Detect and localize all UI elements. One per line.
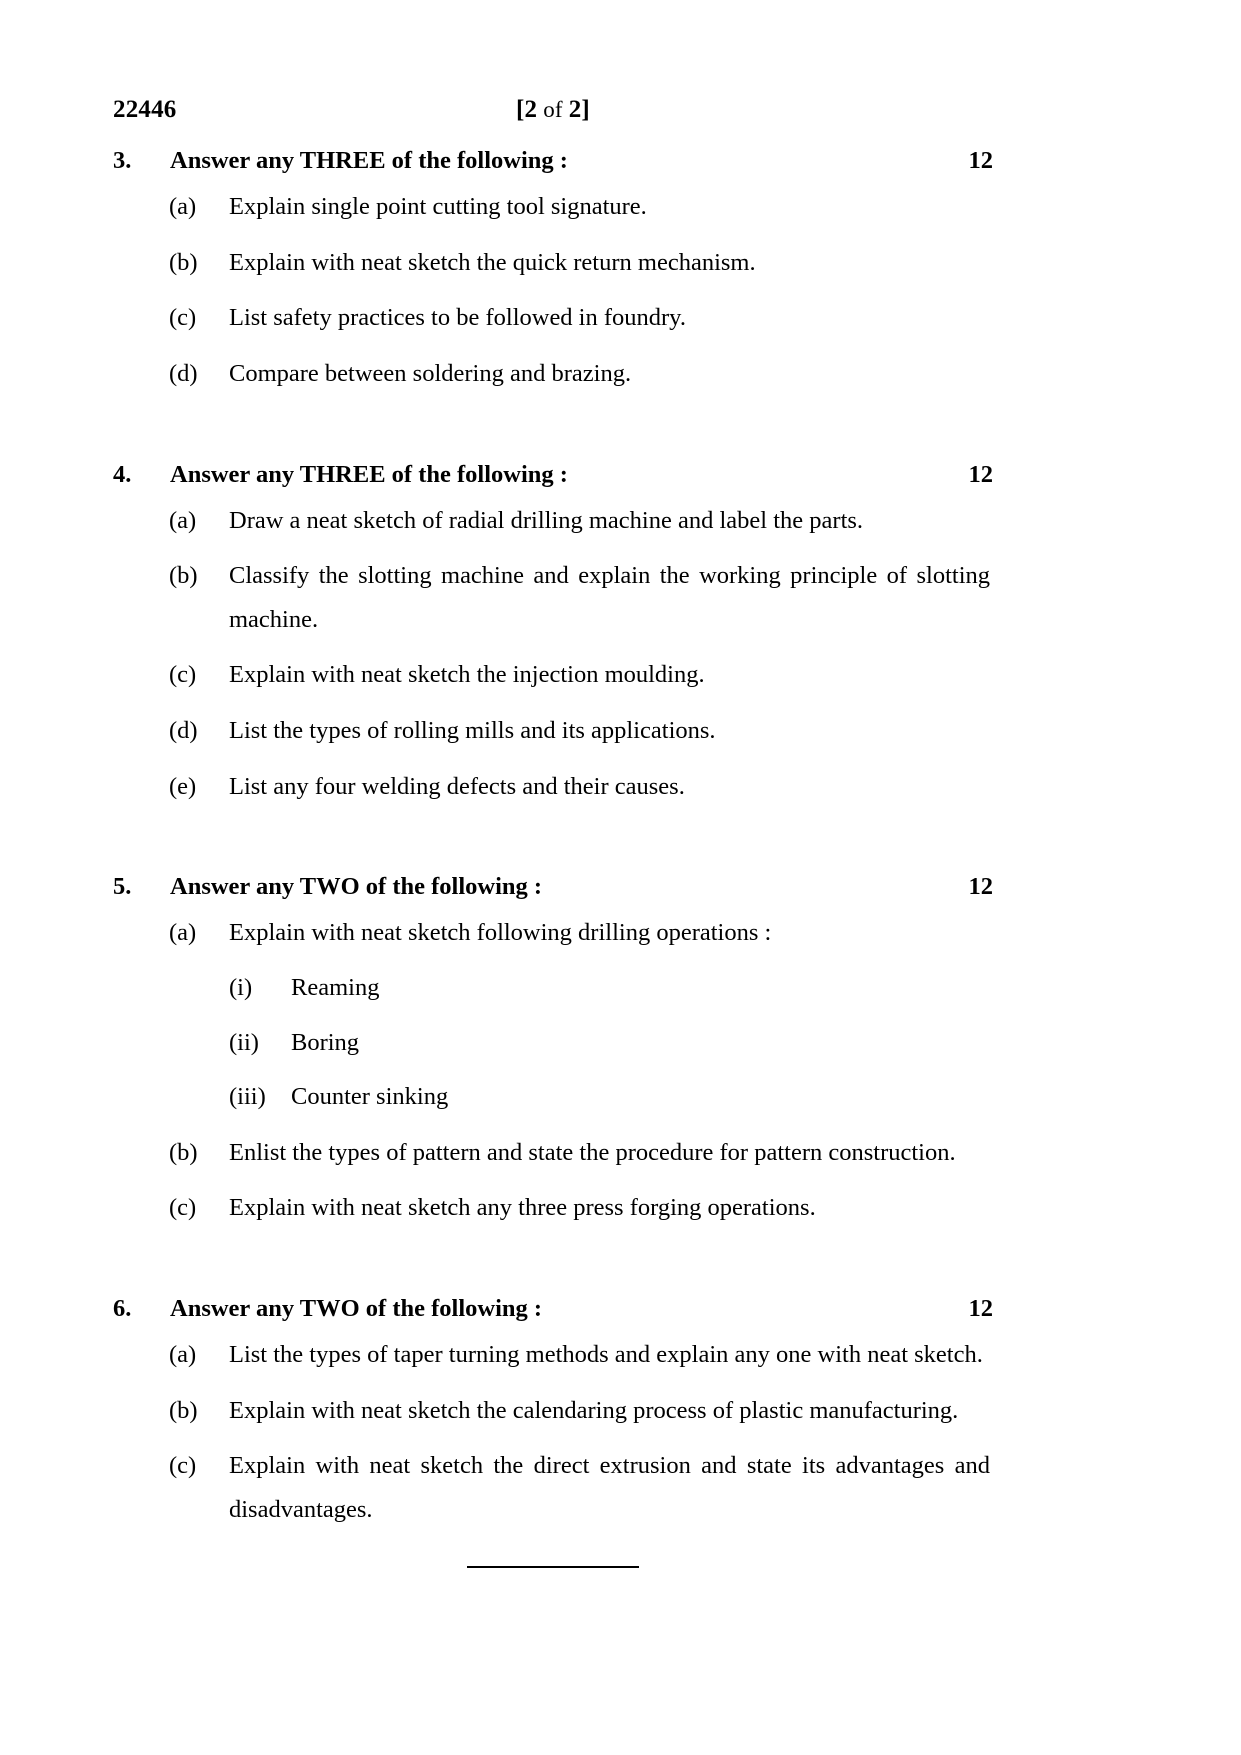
item-label: (c)	[169, 1452, 197, 1480]
item-label: (c)	[169, 1194, 197, 1222]
subitem-label: (ii)	[229, 1028, 259, 1056]
question-marks: 12	[968, 1294, 993, 1322]
question-item	[113, 765, 993, 809]
question-items	[113, 911, 993, 1230]
item-text: Draw a neat sketch of radial drilling machine and label the parts.	[229, 506, 864, 534]
question-number: 6.	[113, 1294, 132, 1322]
subitem-text: Boring	[291, 1028, 360, 1056]
question-item	[113, 1389, 993, 1433]
question-heading	[113, 1292, 993, 1325]
question-marks: 12	[968, 147, 993, 174]
question-item	[113, 185, 993, 229]
paper-code: 22446	[113, 96, 177, 123]
question-item	[113, 296, 993, 340]
item-text: List safety practices to be followed in foundry.	[229, 304, 686, 332]
item-label: (c)	[169, 661, 197, 689]
question-items	[113, 1333, 993, 1531]
question-item	[113, 499, 993, 543]
question-title: Answer any TWO of the following :	[170, 1294, 543, 1322]
item-label: (a)	[169, 506, 197, 534]
item-label: (c)	[169, 304, 197, 332]
question-heading	[113, 870, 993, 903]
question-title: Answer any THREE of the following :	[170, 460, 568, 488]
page-marker-of: of	[537, 97, 569, 122]
item-text: Explain single point cutting tool signature.	[229, 193, 647, 221]
question-item	[113, 554, 993, 641]
item-text: List any four welding defects and their causes.	[229, 772, 685, 800]
page-header	[113, 96, 993, 130]
item-label: (b)	[169, 1396, 198, 1424]
item-label: (b)	[169, 1138, 198, 1166]
item-label: (d)	[169, 717, 198, 744]
item-subitems	[113, 966, 993, 1119]
question-item	[113, 709, 993, 753]
question-marks: 12	[968, 460, 993, 488]
page-marker-open: [2	[516, 96, 538, 123]
question-heading	[113, 458, 993, 491]
question-item	[113, 241, 993, 285]
page-content	[113, 96, 993, 1575]
item-text: List the types of taper turning methods and explain any one with neat sketch.	[229, 1341, 983, 1368]
item-text: Explain with neat sketch the injection moulding.	[229, 661, 705, 689]
question-subitem	[113, 966, 993, 1010]
end-of-paper-rule	[467, 1566, 639, 1568]
page-number-marker	[113, 96, 993, 124]
question-item	[113, 1333, 993, 1377]
item-text: Explain with neat sketch the quick return mechanism.	[229, 248, 756, 276]
question-marks: 12	[968, 873, 993, 901]
question-item	[113, 1186, 993, 1230]
question-items	[113, 499, 993, 809]
question-items	[113, 185, 993, 395]
question-block	[113, 144, 993, 396]
question-title: Answer any THREE of the following :	[170, 147, 568, 174]
question-subitem	[113, 1075, 993, 1119]
question-number: 3.	[113, 147, 132, 174]
item-label: (b)	[169, 562, 198, 590]
question-block	[113, 870, 993, 1230]
item-text: Compare between soldering and brazing.	[229, 359, 632, 387]
question-item	[113, 911, 993, 955]
item-label: (a)	[169, 1341, 197, 1368]
item-text: Enlist the types of pattern and state the procedure for pattern construction.	[229, 1138, 956, 1166]
item-text: Explain with neat sketch the direct extrusion and state its advantages and disadvantages.	[229, 1452, 990, 1523]
subitem-text: Reaming	[291, 973, 380, 1001]
item-text: Explain with neat sketch the calendaring process of plastic manufacturing.	[229, 1396, 959, 1424]
item-label: (e)	[169, 772, 197, 800]
question-number: 5.	[113, 873, 132, 901]
subitem-label: (iii)	[229, 1083, 266, 1111]
question-item	[113, 1444, 993, 1531]
item-label: (d)	[169, 359, 198, 387]
item-label: (a)	[169, 193, 197, 221]
questions-container	[113, 144, 993, 1531]
subitem-label: (i)	[229, 973, 253, 1001]
item-text: Explain with neat sketch any three press forging operations.	[229, 1194, 816, 1222]
question-block	[113, 1292, 993, 1532]
question-heading	[113, 144, 993, 177]
question-item	[113, 352, 993, 396]
question-subitem	[113, 1021, 993, 1065]
question-number: 4.	[113, 460, 132, 488]
question-item	[113, 1131, 993, 1175]
item-text: List the types of rolling mills and its applications.	[229, 717, 716, 744]
item-text: Classify the slotting machine and explain the working principle of slotting machine.	[229, 562, 990, 633]
end-of-paper-rule-wrap	[113, 1557, 993, 1575]
question-title: Answer any TWO of the following :	[170, 873, 543, 901]
question-item	[113, 653, 993, 697]
question-block	[113, 458, 993, 809]
item-text: Explain with neat sketch following drilling operations :	[229, 919, 772, 947]
item-label: (a)	[169, 919, 197, 947]
page-marker-close: 2]	[568, 96, 590, 123]
item-label: (b)	[169, 248, 198, 276]
subitem-text: Counter sinking	[291, 1083, 449, 1111]
